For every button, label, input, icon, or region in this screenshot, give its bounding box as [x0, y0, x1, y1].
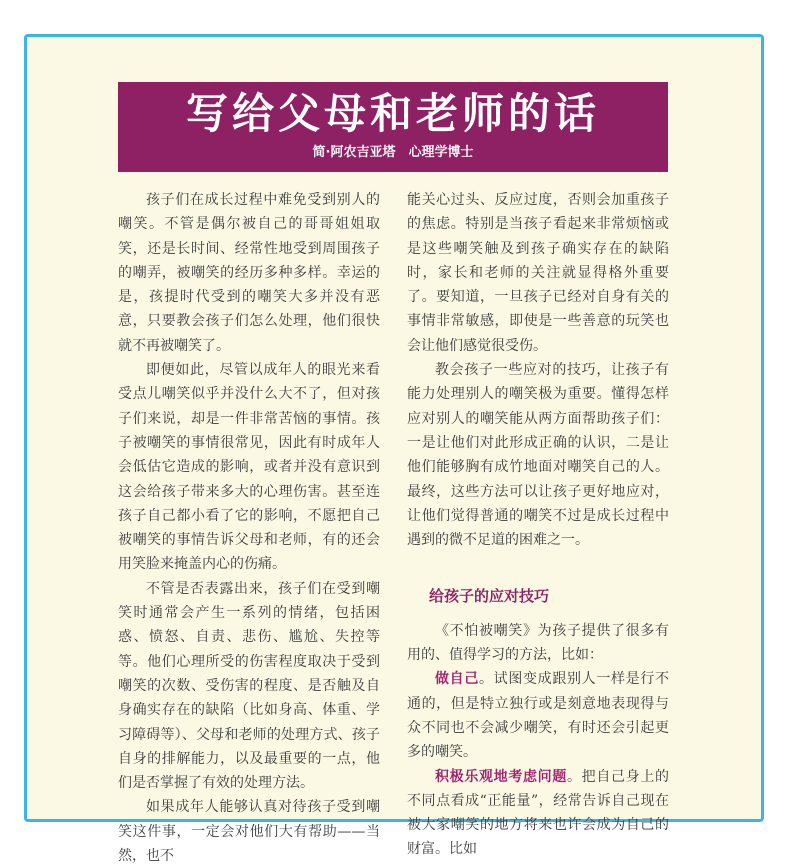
- left-column: [118, 188, 380, 868]
- author-line: 简·阿农吉亚塔 心理学博士: [312, 145, 474, 160]
- paragraph: 教会孩子一些应对的技巧，让孩子有能力处理别人的嘲笑极为重要。懂得怎样应对别人的嘲笑能从两方面帮助孩子们：一是让他们对此形成正确的认识，二是让他们能够胸有成竹地面对嘲笑自己的人。最终，这些方法可以让孩子更好地应对，让他们觉得普通的嘲笑不过是成长过程中遇到的微不足道的困难之一。: [407, 362, 669, 549]
- tip-think-positive: [407, 765, 669, 862]
- title-banner: [118, 82, 668, 172]
- paragraph: 《不怕被嘲笑》为孩子提供了很多有用的、值得学习的方法，比如：: [407, 622, 669, 664]
- paragraph: 不管是否表露出来，孩子们在受到嘲笑时通常会产生一系列的情绪，包括困惑、愤怒、自责、悲伤、尴尬、失控等等。他们心理所受的伤害程度取决于受到嘲笑的次数、受伤害的程度、是否触及自身确实存在的缺陷（比如身高、体重、学习障碍等）、父母和老师的处理方式、孩子自身的排解能力，以及最重要的一点，他们是否掌握了有效的处理方法。: [118, 580, 380, 792]
- right-column: [407, 188, 669, 862]
- paragraph: 即便如此，尽管以成年人的眼光来看受点儿嘲笑似乎并没什么大不了，但对孩子们来说，却是一件非常苦恼的事情。孩子被嘲笑的事情很常见，因此有时成年人会低估它造成的影响，或者并没有意识到这会给孩子带来多大的心理伤害。甚至连孩子自己都小看了它的影响，不愿把自己被嘲笑的事情告诉父母和老师，有的还会用笑脸来掩盖内心的伤痛。: [118, 362, 380, 573]
- tip-be-yourself: [407, 667, 669, 764]
- paragraph-continuation: 能关心过头、反应过度，否则会加重孩子的焦虑。特别是当孩子看起来非常烦恼或是这些嘲笑触及到孩子确实存在的缺陷时，家长和老师的关注就显得格外重要了。要知道，一旦孩子已经对自身有关的事情非常敏感，即使是一些善意的玩笑也会让他们感觉很受伤。: [407, 192, 669, 354]
- tip-text: 。试图变成跟别人一样是行不通的，但是特立独行或是刻意地表现得与众不同也不会减少嘲笑，有时还会引起更多的嘲笑。: [407, 671, 669, 761]
- tip-title: 积极乐观地考虑问题: [435, 768, 567, 785]
- tip-text: 。把自己身上的不同点看成“正能量”，经常告诉自己现在被大家嘲笑的地方将来也许会成为自己的财富。比如: [407, 768, 669, 858]
- paragraph: 如果成年人能够认真对待孩子受到嘲笑这件事，一定会对他们大有帮助——当然，也不: [118, 799, 380, 865]
- tip-title: 做自己: [435, 671, 479, 688]
- section-heading: 给孩子的应对技巧: [429, 587, 550, 606]
- page-title: 写给父母和老师的话: [185, 89, 600, 138]
- paragraph: 孩子们在成长过程中难免受到别人的嘲笑。不管是偶尔被自己的哥哥姐姐取笑，还是长时间、经常性地受到周围孩子的嘲弄，被嘲笑的经历多种多样。幸运的是，孩提时代受到的嘲笑大多并没有恶意，只要教会孩子们怎么处理，他们很快就不再被嘲笑了。: [118, 192, 380, 354]
